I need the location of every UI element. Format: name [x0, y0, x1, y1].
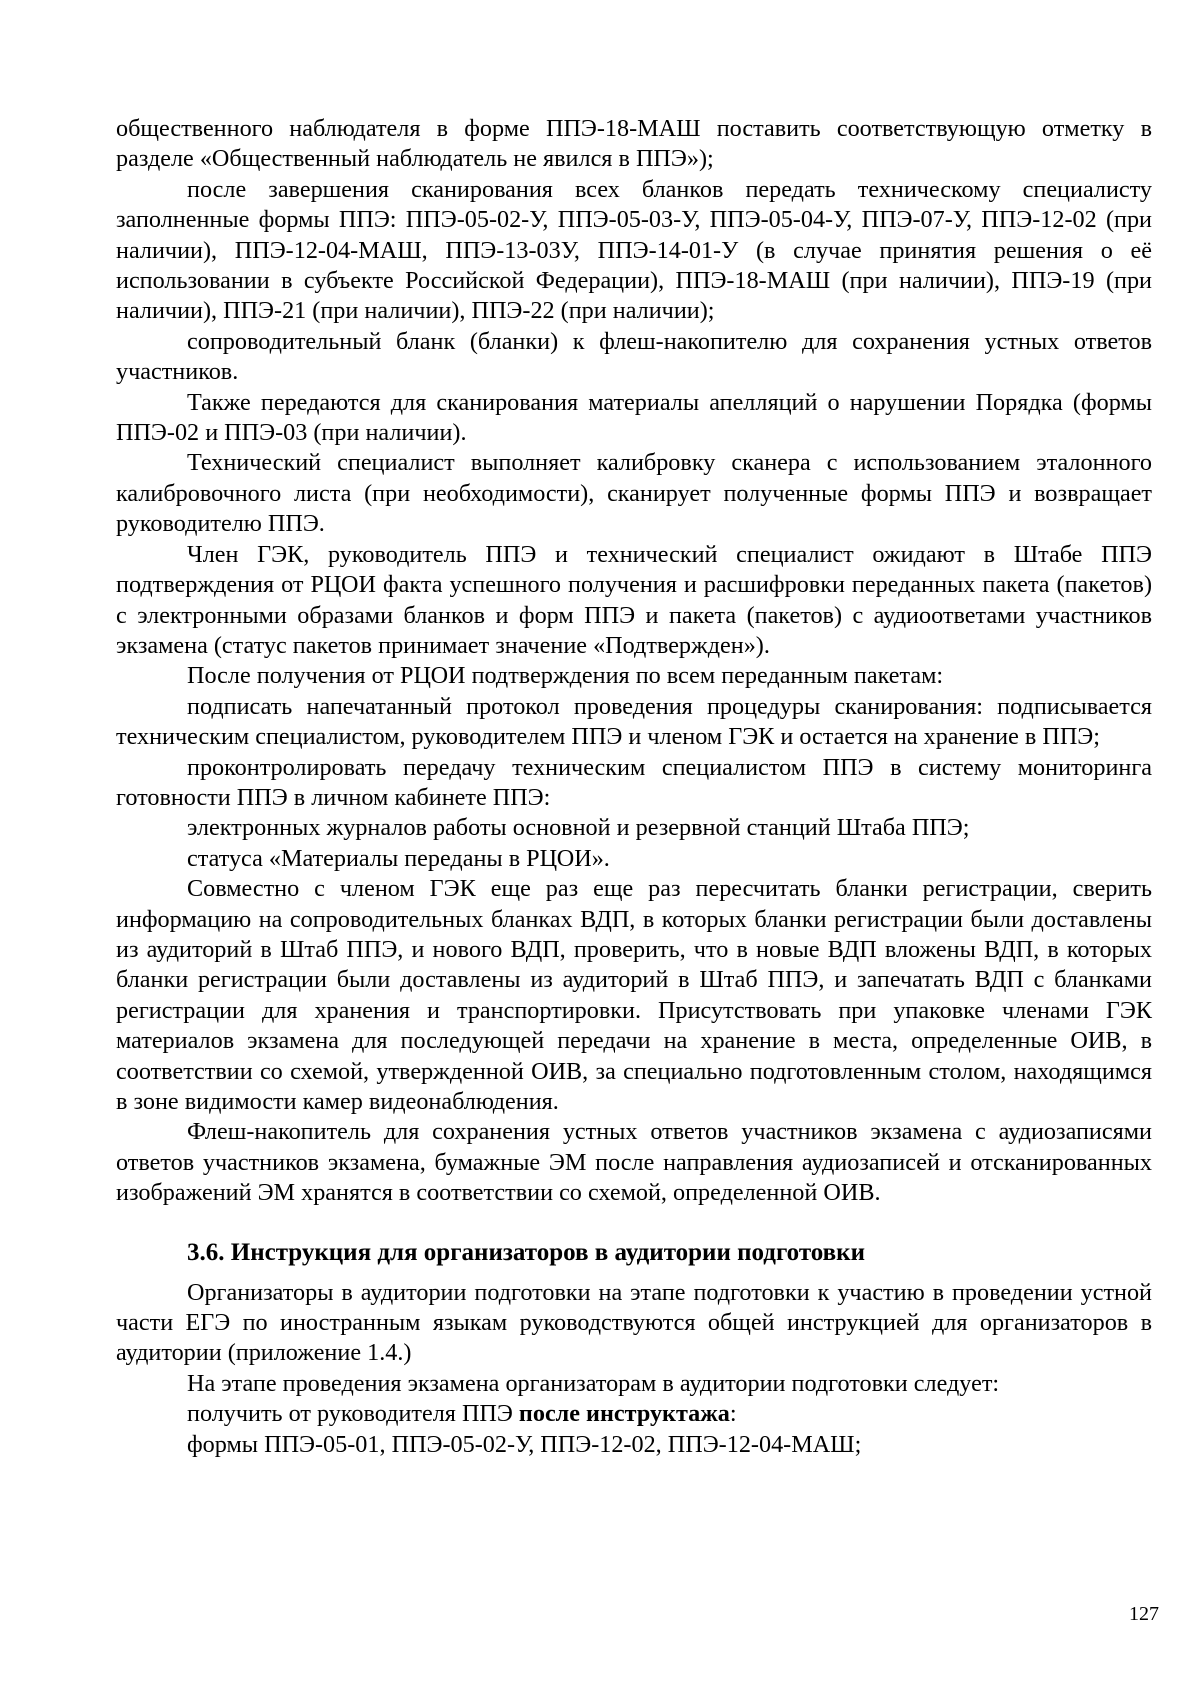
paragraph: сопроводительный бланк (бланки) к флеш-накопителю для сохранения устных ответов участников.	[116, 327, 1152, 386]
paragraph-text: :	[729, 1400, 737, 1428]
paragraph: подписать напечатанный протокол проведения процедуры сканирования: подписывается техническим специалистом, руководителем ППЭ и членом ГЭК и остается на хранение в ППЭ;	[116, 692, 1152, 751]
paragraph: Также передаются для сканирования материалы апелляций о нарушении Порядка (формы ППЭ-02 и ППЭ-03 (при наличии).	[116, 388, 1152, 447]
paragraph: формы ППЭ-05-01, ППЭ-05-02-У, ППЭ-12-02, ППЭ-12-04-МАШ;	[187, 1430, 862, 1458]
paragraph-text: получить от руководителя ППЭ	[187, 1400, 519, 1428]
paragraph: проконтролировать передачу техническим специалистом ППЭ в систему мониторинга готовности ППЭ в личном кабинете ППЭ:	[116, 753, 1152, 811]
paragraph: Флеш-накопитель для сохранения устных ответов участников экзамена с аудиозаписями ответов участников экзамена, бумажные ЭМ после направления аудиозаписей и отсканированных изображений ЭМ хранятся в соответствии со схемой, определенной ОИВ.	[116, 1118, 1152, 1207]
paragraph: общественного наблюдателя в форме ППЭ-18-МАШ поставить соответствующую отметку в разделе «Общественный наблюдатель не явился в ППЭ»);	[116, 115, 1152, 173]
paragraph: Совместно с членом ГЭК еще раз еще раз пересчитать бланки регистрации, сверить информацию на сопроводительных бланках ВДП, в которых бланки регистрации были доставлены из аудиторий в Штаб ППЭ, и нового ВДП, проверить, что в новые ВДП вложены ВДП, в которых бланки регистрации были доставлены из аудиторий в Штаб ППЭ, и запечатать ВДП с бланками регистрации для хранения и транспортировки. Присутствовать при упаковке членами ГЭК материалов экзамена для последующей передачи на хранение в места, определенные ОИВ, в соответствии со схемой, утвержденной ОИВ, за специально подготовленным столом, находящимся в зоне видимости камер видеонаблюдения.	[116, 875, 1152, 1115]
paragraph: На этапе проведения экзамена организаторам в аудитории подготовки следует:	[187, 1369, 1000, 1397]
document-page	[116, 114, 1152, 1460]
paragraph: электронных журналов работы основной и резервной станций Штаба ППЭ;	[187, 814, 970, 842]
paragraph: Член ГЭК, руководитель ППЭ и технический специалист ожидают в Штабе ППЭ подтверждения от РЦОИ факта успешного получения и расшифровки переданных пакета (пакетов) с электронными образами бланков и форм ППЭ и пакета (пакетов) с аудиоответами участников экзамена (статус пакетов принимает значение «Подтвержден»).	[116, 540, 1152, 659]
paragraph: После получения от РЦОИ подтверждения по всем переданным пакетам:	[187, 662, 944, 690]
paragraph: статуса «Материалы переданы в РЦОИ».	[187, 844, 610, 872]
paragraph: после завершения сканирования всех бланков передать техническому специалисту заполненные формы ППЭ: ППЭ-05-02-У, ППЭ-05-03-У, ППЭ-05-04-У, ППЭ-07-У, ППЭ-12-02 (при наличии), ППЭ-12-04-МАШ, ППЭ-13-03У, ППЭ-14-01-У (в случае принятия решения о её использовании в субъекте Российской Федерации), ППЭ-18-МАШ (при наличии), ППЭ-19 (при наличии), ППЭ-21 (при наличии), ППЭ-22 (при наличии);	[116, 175, 1152, 325]
paragraph: Технический специалист выполняет калибровку сканера с использованием эталонного калибровочного листа (при необходимости), сканирует полученные формы ППЭ и возвращает руководителю ППЭ.	[116, 449, 1152, 538]
bold-emphasis: после инструктажа	[518, 1400, 730, 1428]
page-number: 127	[1129, 1603, 1159, 1625]
paragraph: Организаторы в аудитории подготовки на этапе подготовки к участию в проведении устной части ЕГЭ по иностранным языкам руководствуются общей инструкцией для организаторов в аудитории (приложение 1.4.)	[116, 1278, 1152, 1367]
paragraph	[116, 1399, 1152, 1429]
section-heading: 3.6. Инструкция для организаторов в аудитории подготовки	[187, 1238, 865, 1266]
